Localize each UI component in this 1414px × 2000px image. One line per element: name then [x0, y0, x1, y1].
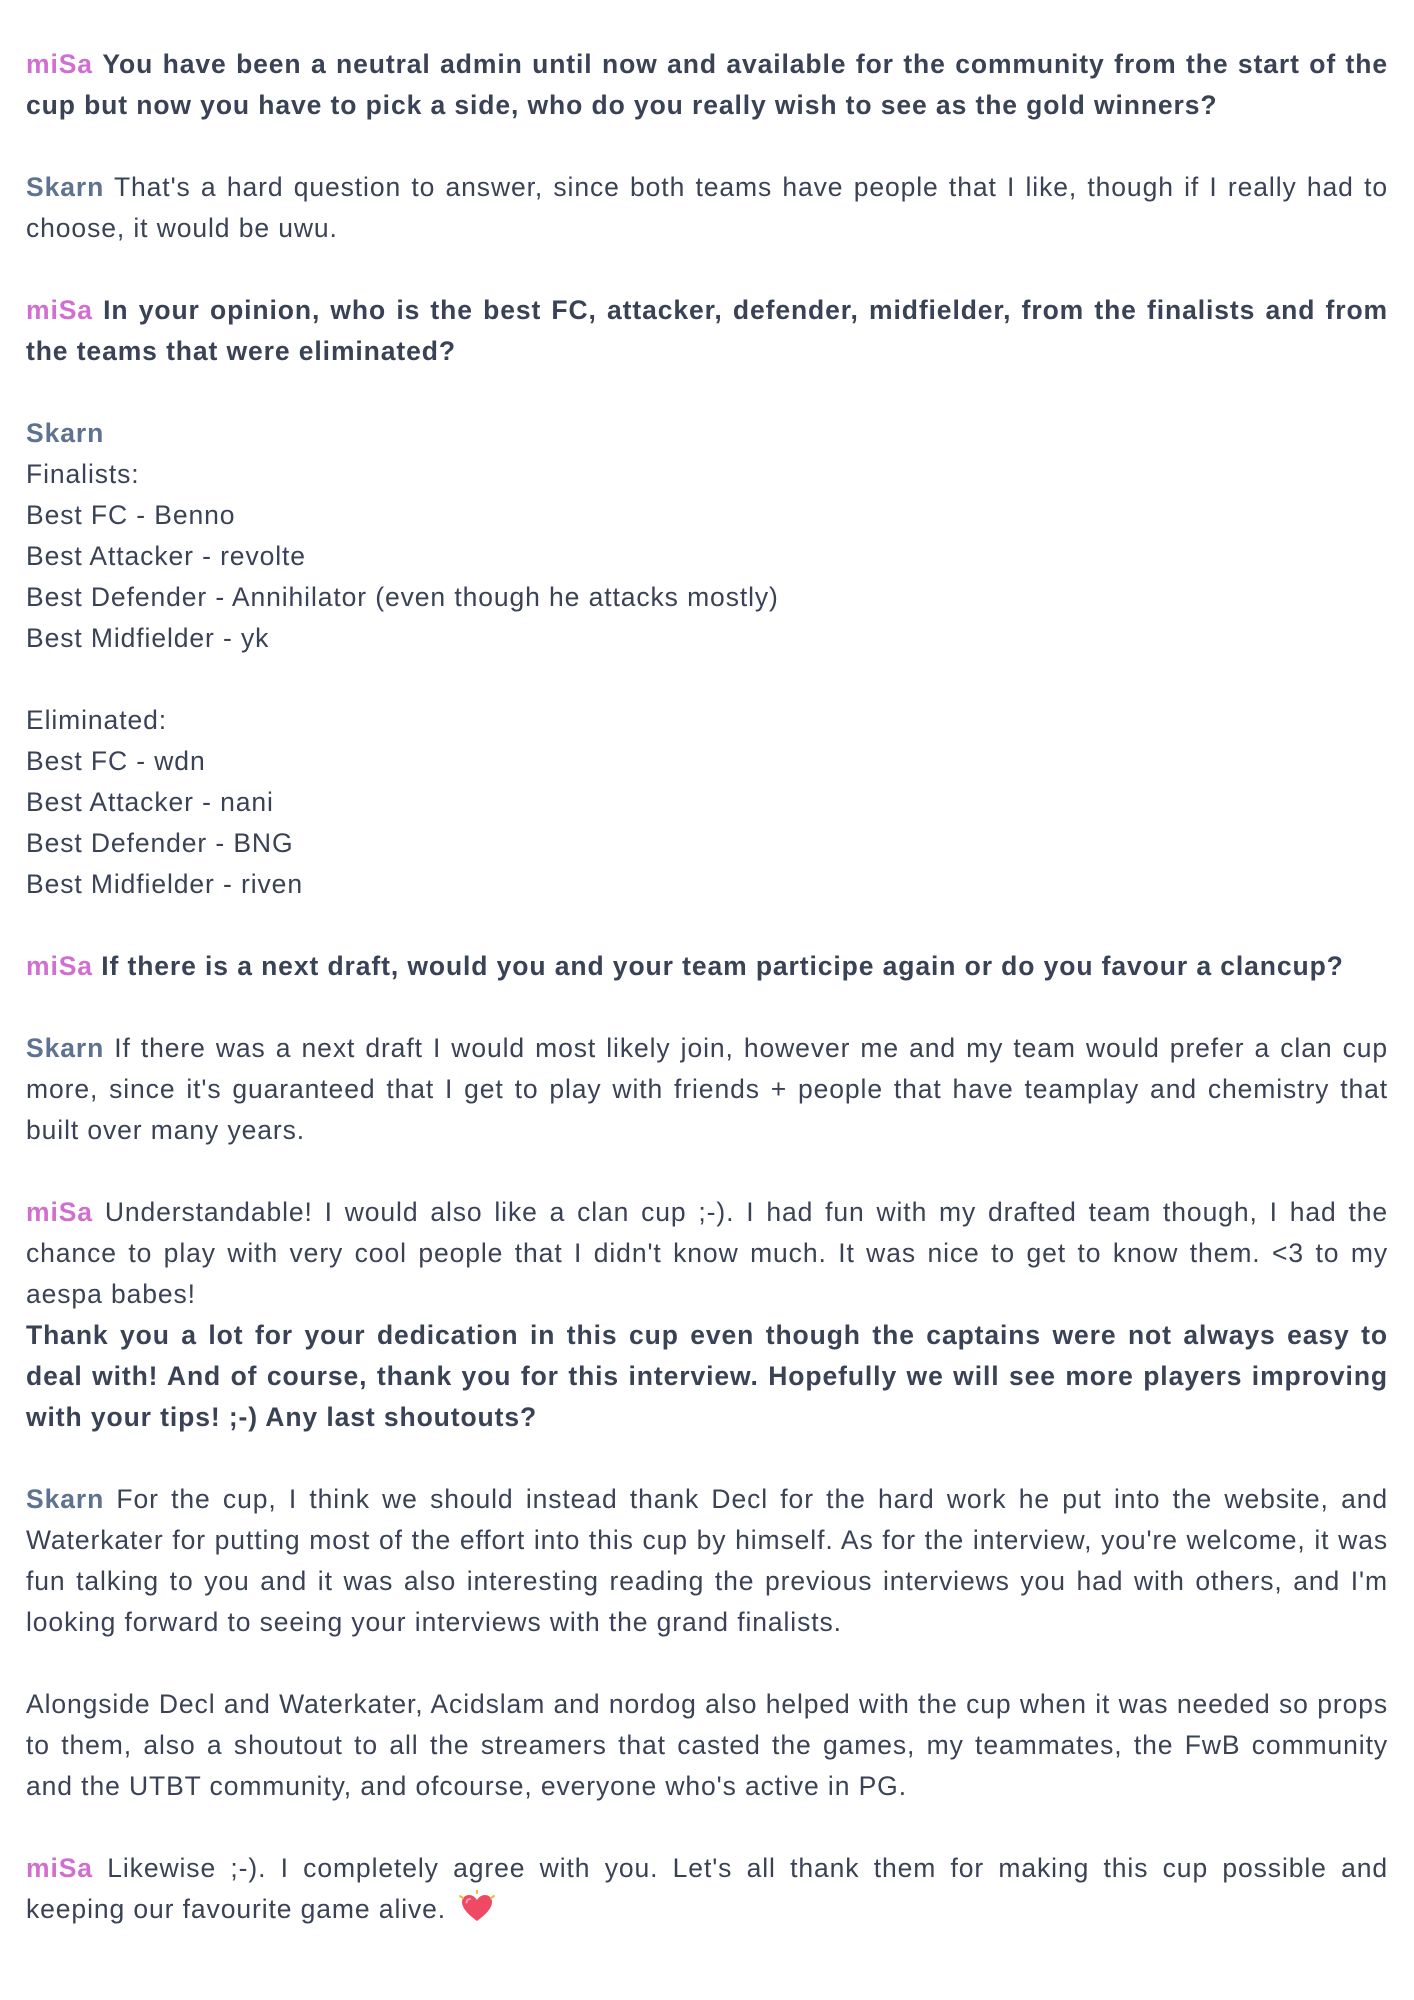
- answer-text: That's a hard question to answer, since both teams have people that I like, though if I really had to choose, it would be uwu.: [26, 172, 1388, 243]
- speaker-skarn: Skarn: [26, 172, 105, 202]
- speaker-misa: miSa: [26, 295, 93, 325]
- list-item: Best Midfielder - yk: [26, 623, 270, 653]
- question-text: If there is a next draft, would you and your team participe again or do you favour a clancup?: [101, 951, 1344, 981]
- growing-heart-icon: [458, 1890, 496, 1924]
- speaker-misa: miSa: [26, 1853, 93, 1883]
- question-2: [26, 290, 1388, 372]
- answer-3: [26, 1028, 1388, 1151]
- question-1: [26, 44, 1388, 126]
- reply-text: Likewise ;-). I completely agree with you. Let's all thank them for making this cup possible and keeping our favourite game alive.: [26, 1853, 1388, 1924]
- question-text: You have been a neutral admin until now and available for the community from the start of the cup but now you have to pick a side, who do you really wish to see as the gold winners?: [26, 49, 1389, 120]
- list-item: Best FC - Benno: [26, 500, 236, 530]
- answer-1: [26, 167, 1388, 249]
- eliminated-label: Eliminated:: [26, 705, 167, 735]
- closing-reply: [26, 1848, 1388, 1930]
- speaker-skarn: Skarn: [26, 1484, 105, 1514]
- answer-text: If there was a next draft I would most likely join, however me and my team would prefer a clan cup more, since it's guaranteed that I get to play with friends + people that have teamplay and chemistry that built over many years.: [26, 1033, 1388, 1145]
- list-item: Best FC - wdn: [26, 746, 206, 776]
- answer-2: [26, 413, 1388, 905]
- question-4: [26, 1315, 1388, 1438]
- reply-text: Understandable! I would also like a clan cup ;-). I had fun with my drafted team though, I had the chance to play with very cool people that I didn't know much. It was nice to get to know them. <3 to my aespa babes!: [26, 1197, 1388, 1309]
- finalists-label: Finalists:: [26, 459, 140, 489]
- speaker-skarn: Skarn: [26, 1033, 105, 1063]
- answer-text: For the cup, I think we should instead thank Decl for the hard work he put into the website, and Waterkater for putting most of the effort into this cup by himself. As for the interview, you're welcome, it was fun talking to you and it was also interesting reading the previous interviews you had with others, and I'm looking forward to seeing your interviews with the grand finalists.: [26, 1484, 1388, 1637]
- speaker-skarn: Skarn: [26, 418, 105, 448]
- speaker-misa: miSa: [26, 1197, 93, 1227]
- question-text: Thank you a lot for your dedication in this cup even though the captains were not always easy to deal with! And of course, thank you for this interview. Hopefully we will see more players improving with your tips! ;-) Any last shoutouts?: [26, 1320, 1388, 1432]
- list-item: Best Attacker - nani: [26, 787, 274, 817]
- list-item: Best Defender - Annihilator (even though he attacks mostly): [26, 582, 779, 612]
- answer-4: [26, 1479, 1388, 1643]
- list-item: Best Attacker - revolte: [26, 541, 306, 571]
- misa-reply: [26, 1192, 1388, 1315]
- question-3: [26, 946, 1388, 987]
- question-text: In your opinion, who is the best FC, attacker, defender, midfielder, from the finalists and from the teams that were eliminated?: [26, 295, 1388, 366]
- list-item: Best Midfielder - riven: [26, 869, 303, 899]
- speaker-misa: miSa: [26, 951, 93, 981]
- speaker-misa: miSa: [26, 49, 93, 79]
- list-item: Best Defender - BNG: [26, 828, 294, 858]
- answer-4-continued: Alongside Decl and Waterkater, Acidslam and nordog also helped with the cup when it was needed so props to them, also a shoutout to all the streamers that casted the games, my teammates, the FwB community and the UTBT community, and ofcourse, everyone who's active in PG.: [26, 1689, 1388, 1801]
